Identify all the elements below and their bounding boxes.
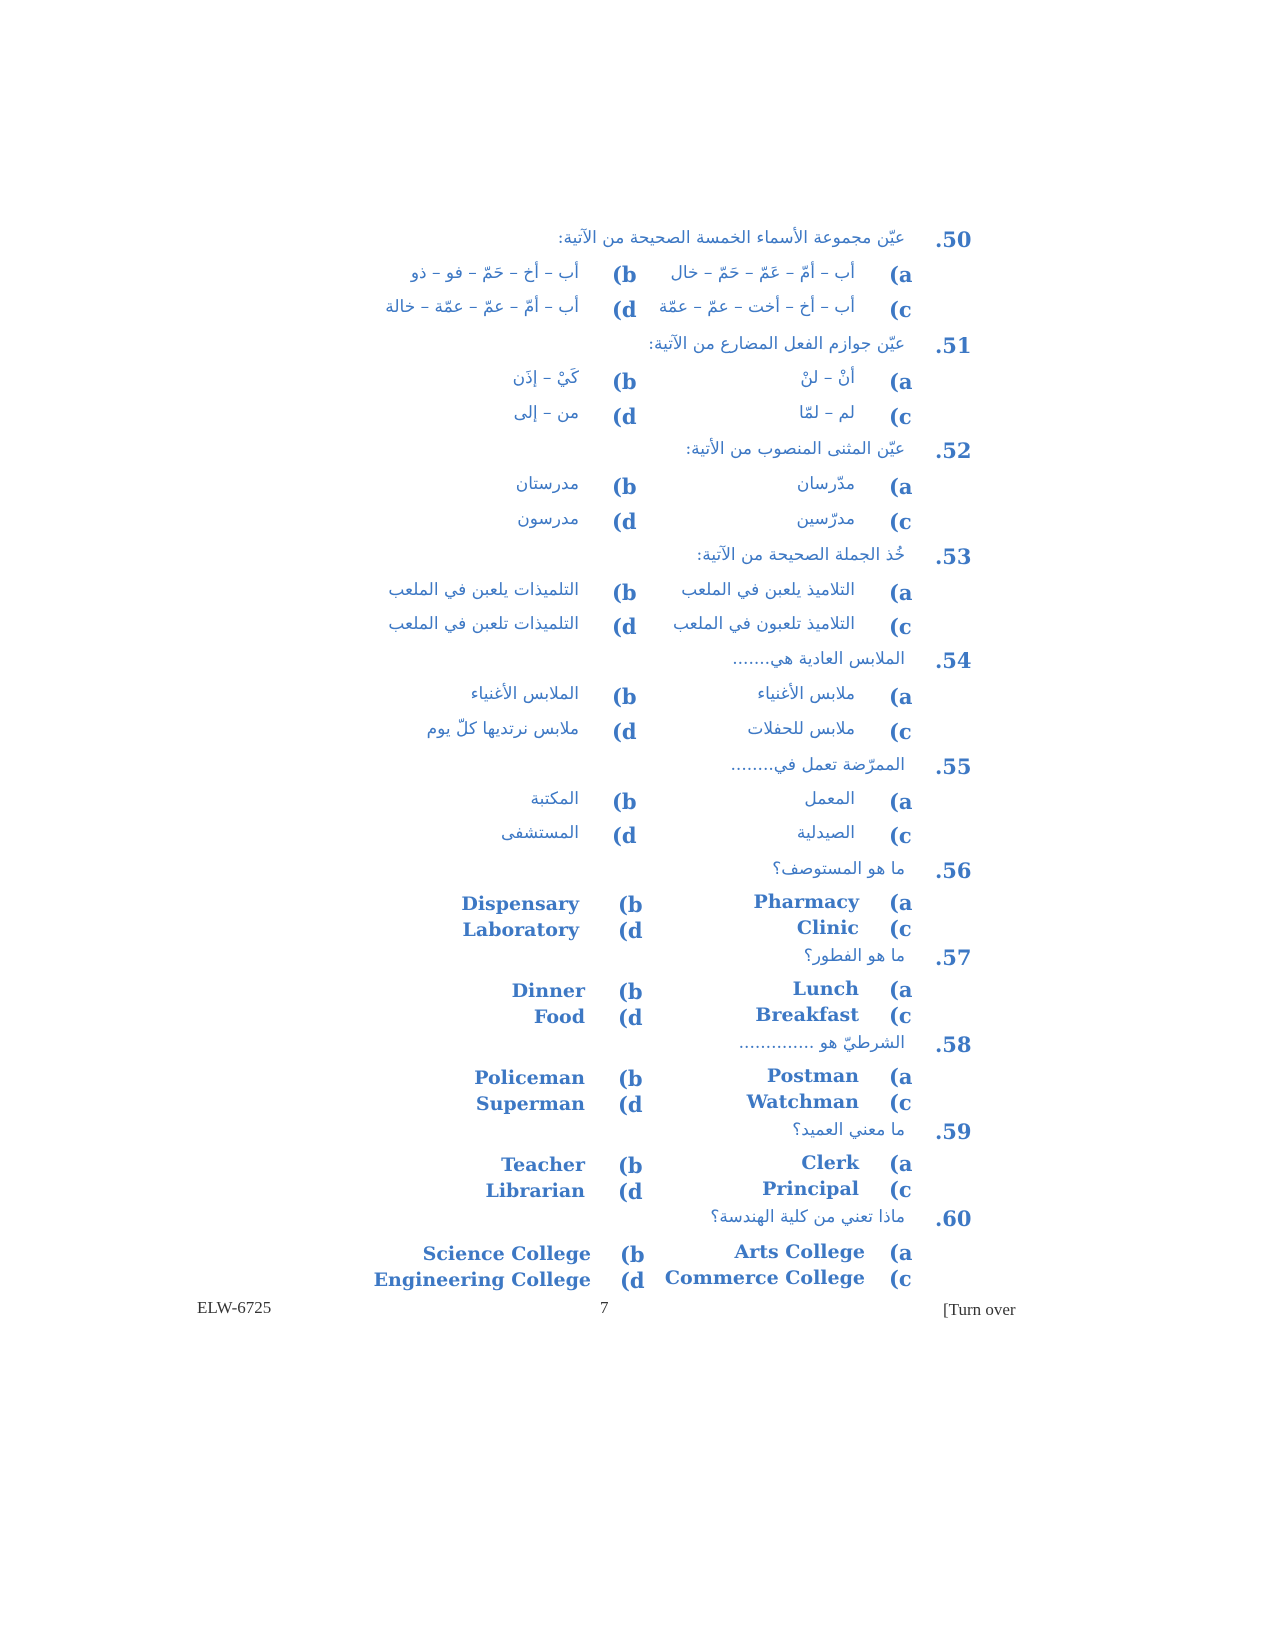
question-text: عيّن المثنى المنصوب من الأتية: <box>685 439 905 459</box>
option-a-text: المعمل <box>804 789 855 809</box>
option-c-text: ملابس للحفلات <box>747 719 855 739</box>
option-d-text: Librarian <box>485 1180 585 1202</box>
question-text: الممرّضة تعمل في........ <box>730 755 905 775</box>
option-b-text: Policeman <box>474 1067 585 1089</box>
option-c-text: Commerce College <box>664 1267 865 1289</box>
question-number: .59 <box>935 1119 972 1144</box>
option-letter-a: (a <box>889 684 913 709</box>
question-number: .54 <box>935 648 972 673</box>
question-text: ما هو الفطور؟ <box>803 946 905 966</box>
option-d-text: Engineering College <box>373 1269 591 1291</box>
question-number: .60 <box>935 1206 972 1231</box>
option-letter-c: (c <box>889 823 912 848</box>
option-d-text: Laboratory <box>462 919 579 941</box>
option-c-text: التلاميذ تلعبون في الملعب <box>672 614 855 634</box>
option-letter-a: (a <box>889 1151 913 1176</box>
option-c-text: Clinic <box>796 917 859 939</box>
option-letter-b: (b <box>618 1153 643 1178</box>
option-letter-c: (c <box>889 614 912 639</box>
option-letter-b: (b <box>612 474 637 499</box>
page-number: 7 <box>600 1298 609 1317</box>
option-letter-c: (c <box>889 1266 912 1291</box>
option-a-text: التلاميذ يلعبن في الملعب <box>681 580 855 600</box>
option-letter-b: (b <box>612 789 637 814</box>
option-d-text: ملابس نرتديها كلّ يوم <box>426 719 579 739</box>
question-text: ما معني العميد؟ <box>792 1120 905 1140</box>
option-letter-b: (b <box>618 892 643 917</box>
option-letter-d: (d <box>612 614 637 639</box>
question-number: .56 <box>935 858 972 883</box>
option-letter-d: (d <box>618 1092 643 1117</box>
option-letter-d: (d <box>618 918 643 943</box>
option-b-text: المكتبة <box>530 789 579 809</box>
option-a-text: Arts College <box>734 1241 865 1263</box>
option-a-text: مدّرسان <box>796 474 855 494</box>
option-letter-a: (a <box>889 474 913 499</box>
option-b-text: مدرستان <box>515 474 579 494</box>
option-letter-a: (a <box>889 890 913 915</box>
option-c-text: أب – أخ – أخت – عمّ – عمّة <box>658 297 855 317</box>
option-d-text: Superman <box>475 1093 585 1115</box>
option-letter-a: (a <box>889 1064 913 1089</box>
option-letter-d: (d <box>620 1268 645 1293</box>
option-b-text: Dispensary <box>461 893 579 915</box>
option-b-text: Teacher <box>501 1154 585 1176</box>
option-letter-c: (c <box>889 297 912 322</box>
paper-code: ELW-6725 <box>197 1298 272 1317</box>
option-letter-c: (c <box>889 509 912 534</box>
option-a-text: أنْ – لنْ <box>800 368 855 388</box>
option-letter-a: (a <box>889 977 913 1002</box>
option-letter-b: (b <box>618 979 643 1004</box>
option-letter-d: (d <box>612 719 637 744</box>
option-c-text: Breakfast <box>755 1004 859 1026</box>
option-letter-c: (c <box>889 916 912 941</box>
option-b-text: الملابس الأغنياء <box>470 684 579 704</box>
option-b-text: كَيْ – إذَن <box>512 368 579 388</box>
option-a-text: أب – أمّ – عَمّ – حَمّ – خال <box>670 263 855 283</box>
question-number: .53 <box>935 544 972 569</box>
option-b-text: Dinner <box>511 980 585 1002</box>
option-d-text: مدرسون <box>517 509 579 529</box>
question-text: الشرطيّ هو .............. <box>738 1033 905 1053</box>
option-letter-d: (d <box>612 823 637 848</box>
question-text: خُذ الجملة الصحيحة من الآتية: <box>696 545 905 565</box>
option-c-text: مدرّسين <box>796 509 855 529</box>
option-letter-c: (c <box>889 1003 912 1028</box>
option-d-text: من – إلى <box>513 403 579 423</box>
option-letter-a: (a <box>889 789 913 814</box>
option-letter-a: (a <box>889 262 913 287</box>
option-b-text: التلميذات يلعبن في الملعب <box>388 580 579 600</box>
option-c-text: Watchman <box>746 1091 859 1113</box>
question-number: .57 <box>935 945 972 970</box>
question-number: .52 <box>935 438 972 463</box>
option-d-text: التلميذات تلعبن في الملعب <box>388 614 579 634</box>
option-a-text: Postman <box>766 1065 859 1087</box>
option-letter-a: (a <box>889 1240 913 1265</box>
option-letter-b: (b <box>612 369 637 394</box>
option-d-text: المستشفى <box>501 823 579 843</box>
option-letter-d: (d <box>612 404 637 429</box>
question-text: عيّن مجموعة الأسماء الخمسة الصحيحة من الآتية: <box>557 228 905 248</box>
option-b-text: Science College <box>422 1243 591 1265</box>
option-d-text: أب – أمّ – عمّ – عمّة – خالة <box>385 297 579 317</box>
question-number: .55 <box>935 754 972 779</box>
option-letter-d: (d <box>612 509 637 534</box>
option-a-text: Lunch <box>792 978 859 1000</box>
option-c-text: Principal <box>762 1178 859 1200</box>
option-letter-c: (c <box>889 1090 912 1115</box>
question-number: .51 <box>935 333 972 358</box>
option-letter-c: (c <box>889 404 912 429</box>
option-b-text: أب – أخ – حَمّ – فو – ذو <box>410 263 579 283</box>
option-letter-c: (c <box>889 719 912 744</box>
option-letter-b: (b <box>612 684 637 709</box>
option-a-text: Clerk <box>801 1152 859 1174</box>
option-letter-a: (a <box>889 369 913 394</box>
option-letter-d: (d <box>618 1179 643 1204</box>
question-number: .50 <box>935 227 972 252</box>
option-letter-b: (b <box>618 1066 643 1091</box>
turn-over-note: [Turn over <box>943 1300 1016 1319</box>
option-letter-b: (b <box>612 262 637 287</box>
option-c-text: لم – لمّا <box>799 403 855 423</box>
question-text: عيّن جوازم الفعل المضارع من الآتية: <box>648 334 905 354</box>
option-letter-c: (c <box>889 1177 912 1202</box>
option-a-text: Pharmacy <box>753 891 859 913</box>
question-number: .58 <box>935 1032 972 1057</box>
option-c-text: الصيدلية <box>796 823 855 843</box>
option-d-text: Food <box>533 1006 585 1028</box>
question-text: ماذا تعني من كلية الهندسة؟ <box>710 1207 905 1227</box>
option-letter-a: (a <box>889 580 913 605</box>
question-text: ما هو المستوصف؟ <box>772 859 905 879</box>
question-text: الملابس العادية هي....... <box>732 649 905 669</box>
option-a-text: ملابس الأغنياء <box>757 684 855 704</box>
option-letter-b: (b <box>620 1242 645 1267</box>
option-letter-d: (d <box>618 1005 643 1030</box>
option-letter-d: (d <box>612 297 637 322</box>
option-letter-b: (b <box>612 580 637 605</box>
